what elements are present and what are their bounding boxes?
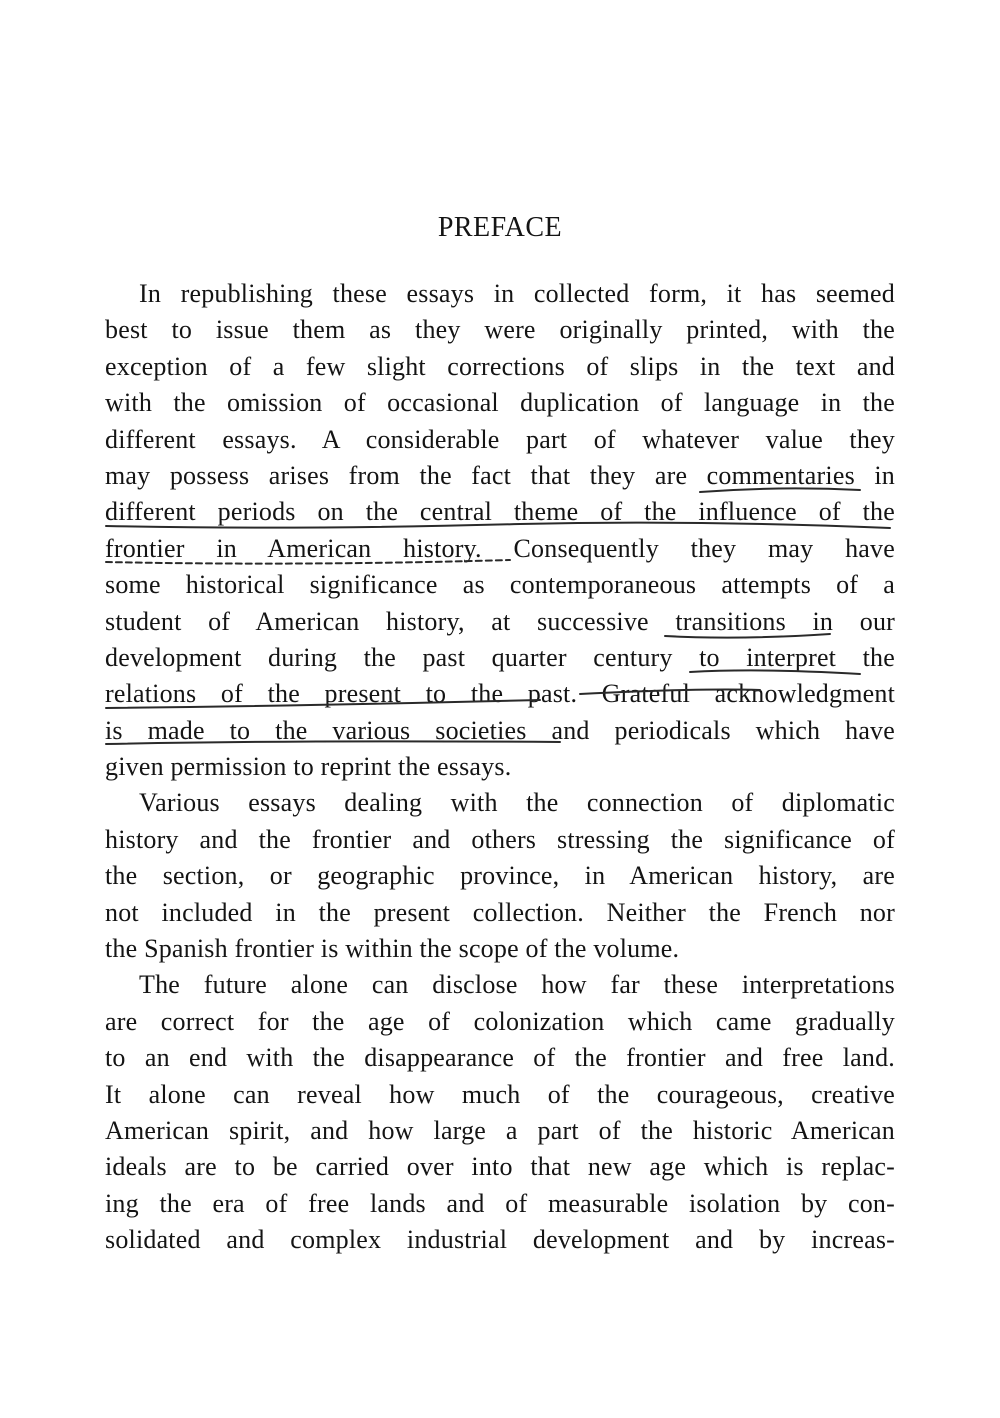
text-line: some historical significance as contemporaneous attempts of a [105,570,895,600]
text-line: ideals are to be carried over into that new age which is replac- [105,1152,895,1182]
text-line: different periods on the central theme of the influence of the [105,497,895,527]
page-title: PREFACE [437,212,563,243]
text-line: frontier in American history. Consequently they may have [105,533,895,563]
text-line: student of American history, at successive transitions in our [105,606,895,636]
text-line: The future alone can disclose how far these interpretations [139,970,895,1000]
text-line: with the omission of occasional duplication of language in the [105,388,895,418]
text-line: not included in the present collection. Neither the French nor [105,897,895,927]
text-line: given permission to reprint the essays. [105,752,512,782]
text-line: In republishing these essays in collected form, it has seemed [139,279,895,308]
text-line: to an end with the disappearance of the frontier and free land. [105,1043,895,1073]
text-line: may possess arises from the fact that they are commentaries in [105,460,895,490]
text-line: different essays. A considerable part of whatever value they [105,424,895,454]
text-line: the Spanish frontier is within the scope of the volume. [105,934,680,964]
text-line: best to issue them as they were originally printed, with the [105,315,895,345]
text-line: ing the era of free lands and of measurable isolation by con- [105,1188,895,1218]
text-line: relations of the present to the past. Grateful acknowledgment [105,679,895,709]
text-line: solidated and complex industrial development and by increas- [105,1225,895,1255]
text-line: are correct for the age of colonization which came gradually [105,1006,895,1036]
text-line: exception of a few slight corrections of slips in the text and [105,351,895,381]
text-line: American spirit, and how large a part of the historic American [105,1115,895,1145]
text-line: history and the frontier and others stressing the significance of [105,824,895,854]
text-line: is made to the various societies and periodicals which have [105,715,895,745]
text-line: development during the past quarter century to interpret the [105,642,895,672]
text-line: Various essays dealing with the connection of diplomatic [139,788,895,818]
text-line: It alone can reveal how much of the courageous, creative [105,1079,895,1109]
preface-body [105,276,895,1259]
text-line: the section, or geographic province, in American history, are [105,861,895,891]
